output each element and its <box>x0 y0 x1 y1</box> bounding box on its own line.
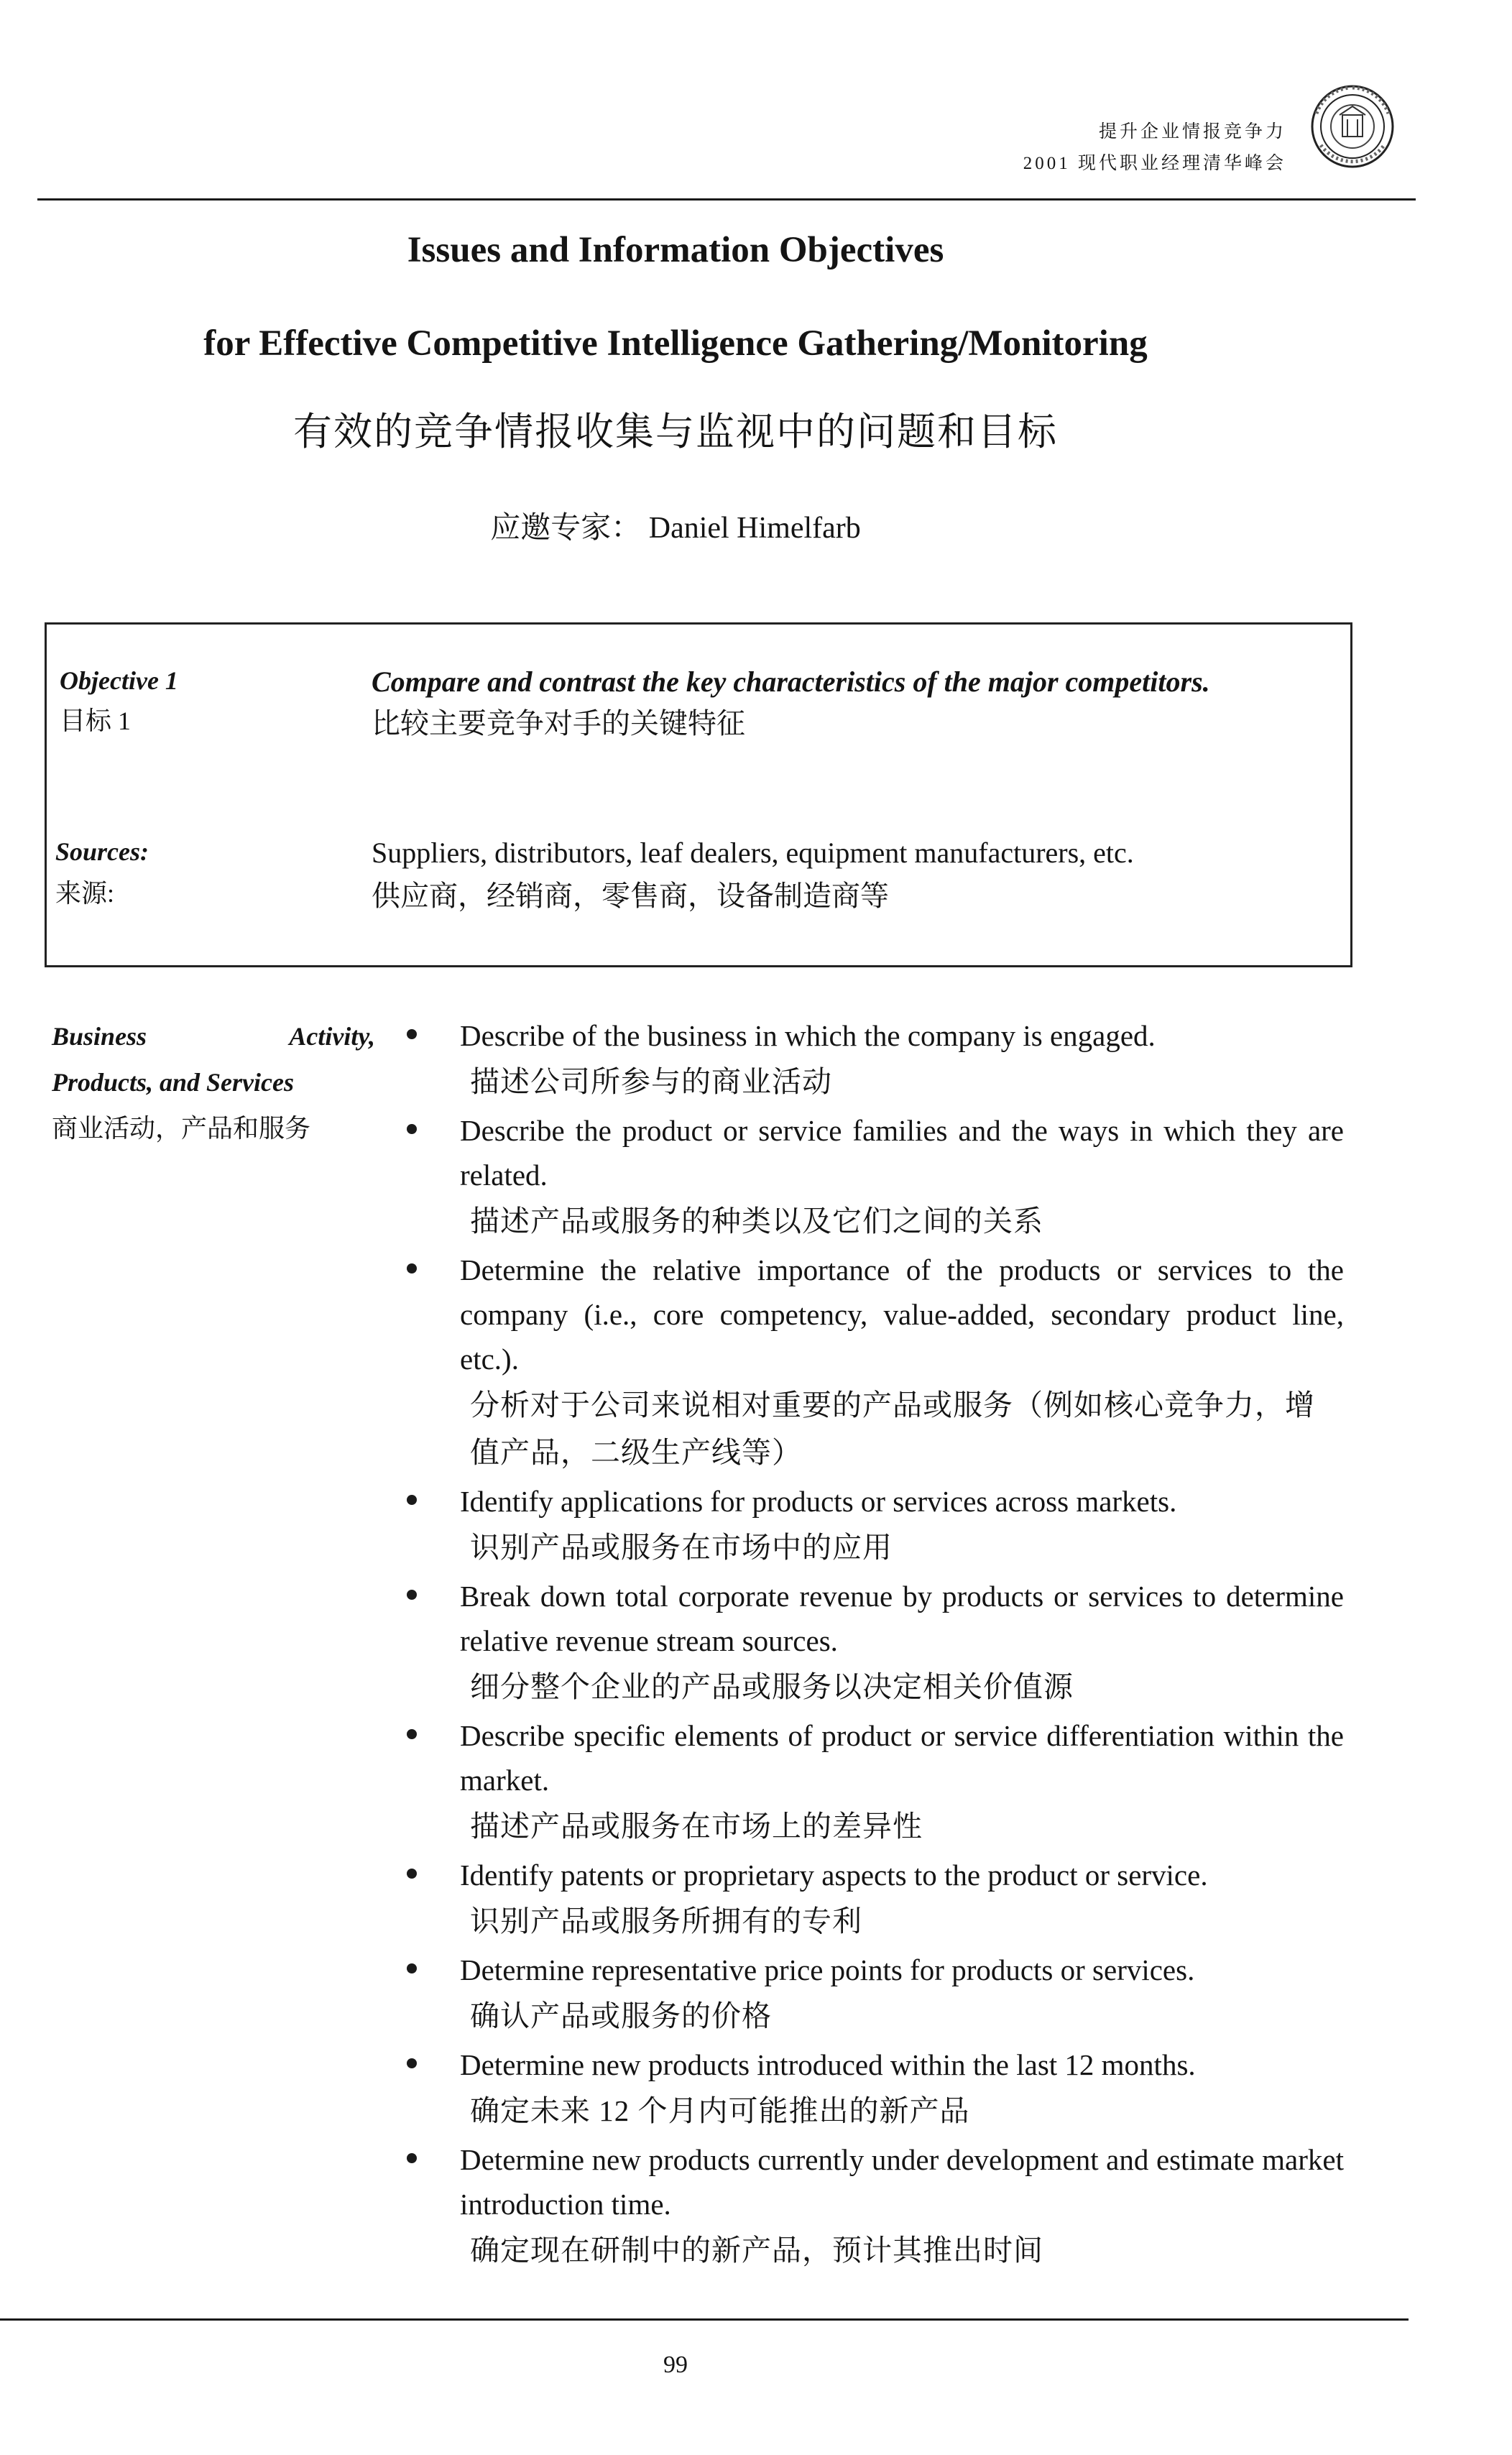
bullet-dot-icon <box>407 1869 417 1879</box>
bullet-text-cn: 确定未来 12 个月内可能推出的新产品 <box>470 2094 970 2127</box>
sources-text: Suppliers, distributors, leaf dealers, equipment manufacturers, etc. <box>372 837 1134 869</box>
bullet-text-cn: 分析对于公司来说相对重要的产品或服务（例如核心竞争力，增值产品，二级生产线等） <box>470 1388 1315 1469</box>
header-divider <box>37 198 1416 201</box>
bullet-text-cn: 细分整个企业的产品或服务以决定相关价值源 <box>470 1670 1074 1703</box>
bullet-text-cn: 识别产品或服务所拥有的专利 <box>470 1904 862 1938</box>
bullet-text-en: Identify applications for products or services across markets. <box>460 1485 1177 1518</box>
bullet-text-en: Determine new products currently under development and estimate market introduction time. <box>460 2143 1344 2221</box>
objective-text: Compare and contrast the key characteristics of the major competitors. <box>372 665 1210 698</box>
speaker-label: 应邀专家： <box>490 512 642 545</box>
section-label-cn: 商业活动，产品和服务 <box>52 1114 311 1143</box>
bullet-text-en: Determine the relative importance of the products or services to the company (i.e., core competency, value-added, secondary product line, etc.). <box>460 1253 1344 1376</box>
bullet-dot-icon <box>407 1495 417 1505</box>
title-line-1: Issues and Information Objectives <box>407 230 944 270</box>
sources-text-cn: 供应商，经销商，零售商，设备制造商等 <box>372 880 889 912</box>
bullet-text-cn: 描述产品或服务的种类以及它们之间的关系 <box>470 1205 1043 1238</box>
sources-label-cn: 来源: <box>55 879 115 908</box>
bullet-text-en: Describe of the business in which the company is engaged. <box>460 1019 1156 1052</box>
bullet-text-en: Identify patents or proprietary aspects to the product or service. <box>460 1858 1208 1892</box>
bullet-dot-icon <box>407 1963 417 1973</box>
bullet-text-en: Describe the product or service families and the ways in which they are related. <box>460 1114 1344 1192</box>
objective-box <box>45 622 1352 967</box>
sources-label: Sources: <box>55 837 149 866</box>
bullet-dot-icon <box>407 1590 417 1600</box>
bullet-dot-icon <box>407 1029 417 1039</box>
bullet-text-en: Break down total corporate revenue by products or services to determine relative revenue stream sources. <box>460 1580 1344 1657</box>
bullet-text-en: Determine new products introduced within the last 12 months. <box>460 2048 1196 2081</box>
bullet-text-en: Describe specific elements of product or service differentiation within the market. <box>460 1719 1344 1797</box>
bullet-text-cn: 描述产品或服务在市场上的差异性 <box>470 1810 923 1843</box>
bullet-dot-icon <box>407 1729 417 1739</box>
bullet-text-cn: 描述公司所参与的商业活动 <box>470 1065 832 1098</box>
section-label-activity: Activity, <box>289 1022 375 1051</box>
bullet-item <box>402 1248 1344 1476</box>
section-label-line-2: Products, and Services <box>52 1068 294 1097</box>
bullet-dot-icon <box>407 1263 417 1273</box>
speaker-name: Daniel Himelfarb <box>648 512 861 545</box>
header-event: 2001 现代职业经理清华峰会 <box>1023 154 1286 173</box>
page-number: 99 <box>663 2352 688 2378</box>
bullet-text-cn: 识别产品或服务在市场中的应用 <box>470 1531 893 1564</box>
objective-text-cn: 比较主要竞争对手的关键特征 <box>372 707 745 740</box>
objective-label: Objective 1 <box>60 666 178 695</box>
bullet-dot-icon <box>407 1124 417 1134</box>
header-slogan: 提升企业情报竞争力 <box>1098 122 1286 142</box>
section-label-business: Business <box>52 1022 147 1051</box>
bullet-item <box>402 2137 1344 2274</box>
bullet-item <box>402 1948 1344 2040</box>
bullet-item <box>402 1108 1344 1245</box>
bullet-text-en: Determine representative price points for products or services. <box>460 1953 1195 1986</box>
objective-label-cn: 目标 1 <box>60 706 132 735</box>
section-label-line-1 <box>52 1013 375 1059</box>
footer-divider <box>0 2318 1409 2321</box>
bullet-item <box>402 1479 1344 1571</box>
bullet-item <box>402 1013 1344 1105</box>
title-chinese: 有效的竞争情报收集与监视中的问题和目标 <box>293 410 1058 453</box>
speaker-line <box>0 507 1351 549</box>
bullet-text-cn: 确认产品或服务的价格 <box>470 1999 772 2032</box>
bullet-text-cn: 确定现在研制中的新产品，预计其推出时间 <box>470 2234 1043 2267</box>
bullet-item <box>402 2042 1344 2134</box>
objective-bullet-list <box>402 1013 1344 2277</box>
bullet-dot-icon <box>407 2153 417 2163</box>
bullet-dot-icon <box>407 2058 417 2068</box>
title-line-2: for Effective Competitive Intelligence Gathering/Monitoring <box>203 323 1148 364</box>
bullet-item <box>402 1713 1344 1850</box>
conference-seal-icon <box>1309 83 1396 170</box>
bullet-item <box>402 1574 1344 1710</box>
bullet-item <box>402 1853 1344 1945</box>
